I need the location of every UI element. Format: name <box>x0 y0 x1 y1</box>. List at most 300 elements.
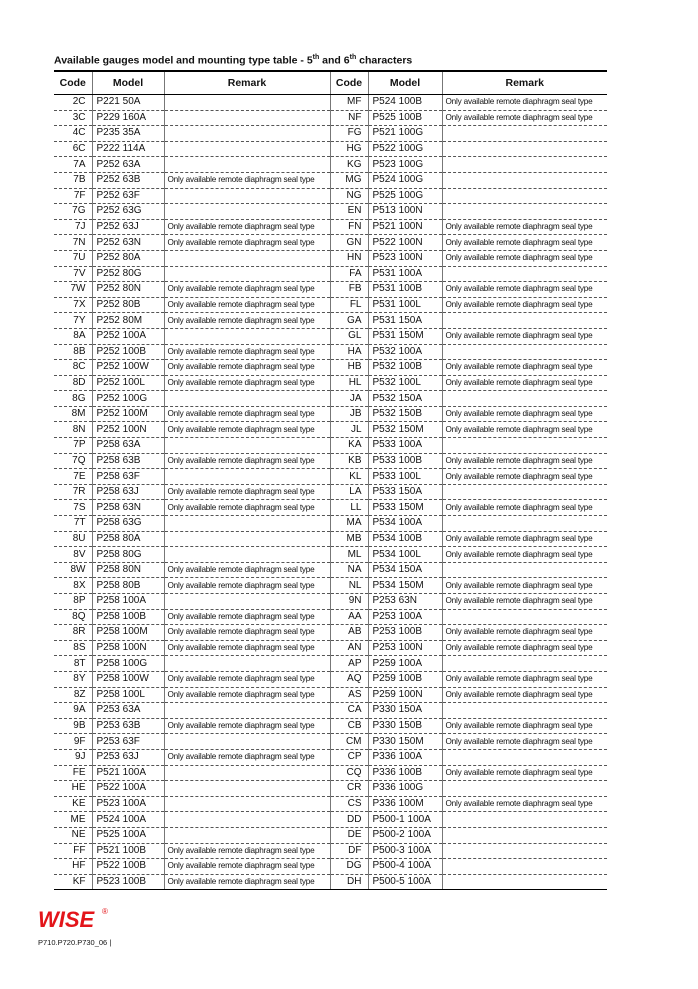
model-cell: P258 80G <box>92 547 164 563</box>
code-cell: FL <box>330 297 368 313</box>
code-cell: 7B <box>54 172 92 188</box>
remark-cell: Only available remote diaphragm seal type <box>164 172 330 188</box>
remark-cell <box>164 126 330 142</box>
remark-cell: Only available remote diaphragm seal type <box>442 219 607 235</box>
remark-cell <box>164 188 330 204</box>
remark-cell: Only available remote diaphragm seal type <box>442 500 607 516</box>
remark-cell: Only available remote diaphragm seal type <box>164 219 330 235</box>
code-cell: 7F <box>54 188 92 204</box>
remark-cell: Only available remote diaphragm seal type <box>164 453 330 469</box>
remark-cell: Only available remote diaphragm seal type <box>164 687 330 703</box>
table-row <box>54 594 607 610</box>
code-cell: 7U <box>54 250 92 266</box>
model-cell: P525 100G <box>368 188 442 204</box>
table-row <box>54 141 607 157</box>
code-cell: 8S <box>54 640 92 656</box>
code-cell: 8W <box>54 562 92 578</box>
remark-cell <box>164 328 330 344</box>
table-row <box>54 671 607 687</box>
code-cell: 7E <box>54 469 92 485</box>
code-cell: CR <box>330 781 368 797</box>
remark-cell <box>164 734 330 750</box>
table-row <box>54 282 607 298</box>
remark-cell <box>164 765 330 781</box>
model-cell: P258 63A <box>92 438 164 454</box>
table-row <box>54 874 607 890</box>
code-cell: GN <box>330 235 368 251</box>
table-row <box>54 235 607 251</box>
remark-cell <box>442 874 607 890</box>
code-cell: NA <box>330 562 368 578</box>
model-cell: P336 100M <box>368 796 442 812</box>
model-cell: P500-1 100A <box>368 812 442 828</box>
model-cell: P252 80G <box>92 266 164 282</box>
code-cell: CM <box>330 734 368 750</box>
model-cell: P534 150M <box>368 578 442 594</box>
table-row <box>54 375 607 391</box>
table-row <box>54 703 607 719</box>
model-cell: P330 150B <box>368 718 442 734</box>
remark-cell: Only available remote diaphragm seal type <box>442 531 607 547</box>
remark-cell: Only available remote diaphragm seal type <box>164 874 330 890</box>
model-cell: P531 100A <box>368 266 442 282</box>
remark-cell: Only available remote diaphragm seal type <box>442 360 607 376</box>
remark-cell <box>442 438 607 454</box>
table-row <box>54 406 607 422</box>
remark-cell: Only available remote diaphragm seal type <box>164 718 330 734</box>
model-cell: P525 100B <box>368 110 442 126</box>
remark-cell <box>442 516 607 532</box>
model-cell: P533 100L <box>368 469 442 485</box>
code-cell: 7J <box>54 219 92 235</box>
table-row <box>54 95 607 111</box>
code-cell: FE <box>54 765 92 781</box>
remark-cell: Only available remote diaphragm seal type <box>164 500 330 516</box>
table-row <box>54 656 607 672</box>
remark-cell: Only available remote diaphragm seal type <box>442 594 607 610</box>
logo-text: WISE <box>38 907 95 931</box>
table-body <box>54 95 607 890</box>
remark-cell <box>442 562 607 578</box>
model-cell: P252 63N <box>92 235 164 251</box>
model-cell: P532 100A <box>368 344 442 360</box>
remark-cell <box>164 110 330 126</box>
model-cell: P532 100L <box>368 375 442 391</box>
model-cell: P252 80A <box>92 250 164 266</box>
code-cell: 7V <box>54 266 92 282</box>
code-cell: HA <box>330 344 368 360</box>
code-cell: FA <box>330 266 368 282</box>
code-cell: CS <box>330 796 368 812</box>
code-cell: CQ <box>330 765 368 781</box>
model-cell: P229 160A <box>92 110 164 126</box>
remark-cell <box>164 391 330 407</box>
model-cell: P253 63J <box>92 749 164 765</box>
document-code: P710.P720.P730_06 | <box>38 938 112 947</box>
code-cell: GL <box>330 328 368 344</box>
model-cell: P524 100A <box>92 812 164 828</box>
table-row <box>54 859 607 875</box>
model-cell: P532 150M <box>368 422 442 438</box>
code-cell: 8G <box>54 391 92 407</box>
remark-cell: Only available remote diaphragm seal type <box>164 484 330 500</box>
table-row <box>54 578 607 594</box>
model-cell: P252 100L <box>92 375 164 391</box>
code-cell: AS <box>330 687 368 703</box>
code-cell: NF <box>330 110 368 126</box>
code-cell: 2C <box>54 95 92 111</box>
model-cell: P522 100G <box>368 141 442 157</box>
code-cell: 8D <box>54 375 92 391</box>
header-code: Code <box>330 71 368 95</box>
remark-cell: Only available remote diaphragm seal type <box>442 671 607 687</box>
table-row <box>54 765 607 781</box>
model-cell: P259 100N <box>368 687 442 703</box>
table-row <box>54 266 607 282</box>
code-cell: 7S <box>54 500 92 516</box>
model-cell: P533 100A <box>368 438 442 454</box>
model-cell: P521 100G <box>368 126 442 142</box>
remark-cell: Only available remote diaphragm seal type <box>164 297 330 313</box>
remark-cell <box>442 609 607 625</box>
table-row <box>54 188 607 204</box>
remark-cell <box>164 469 330 485</box>
table-row <box>54 344 607 360</box>
table-header-row <box>54 71 607 95</box>
model-cell: P252 63J <box>92 219 164 235</box>
code-cell: HB <box>330 360 368 376</box>
model-cell: P258 63B <box>92 453 164 469</box>
table-row <box>54 812 607 828</box>
table-row <box>54 843 607 859</box>
model-cell: P258 80A <box>92 531 164 547</box>
code-cell: 8V <box>54 547 92 563</box>
model-cell: P500-5 100A <box>368 874 442 890</box>
model-cell: P336 100B <box>368 765 442 781</box>
table-row <box>54 609 607 625</box>
remark-cell: Only available remote diaphragm seal type <box>442 734 607 750</box>
model-cell: P252 63B <box>92 172 164 188</box>
remark-cell <box>164 204 330 220</box>
remark-cell: Only available remote diaphragm seal type <box>164 406 330 422</box>
code-cell: 7G <box>54 204 92 220</box>
table-row <box>54 438 607 454</box>
model-cell: P258 100W <box>92 671 164 687</box>
table-row <box>54 749 607 765</box>
table-row <box>54 547 607 563</box>
remark-cell: Only available remote diaphragm seal type <box>164 843 330 859</box>
model-cell: P252 63A <box>92 157 164 173</box>
remark-cell: Only available remote diaphragm seal type <box>164 422 330 438</box>
remark-cell: Only available remote diaphragm seal type <box>164 313 330 329</box>
model-cell: P531 150A <box>368 313 442 329</box>
remark-cell: Only available remote diaphragm seal type <box>442 235 607 251</box>
page-title: Available gauges model and mounting type table - 5th and 6th characters <box>54 54 413 67</box>
remark-cell: Only available remote diaphragm seal type <box>164 282 330 298</box>
model-cell: P336 100A <box>368 749 442 765</box>
table-row <box>54 204 607 220</box>
model-cell: P258 80N <box>92 562 164 578</box>
remark-cell <box>442 313 607 329</box>
remark-cell: Only available remote diaphragm seal type <box>442 375 607 391</box>
model-cell: P252 100B <box>92 344 164 360</box>
remark-cell: Only available remote diaphragm seal type <box>164 859 330 875</box>
model-cell: P252 80M <box>92 313 164 329</box>
model-cell: P221 50A <box>92 95 164 111</box>
code-cell: JA <box>330 391 368 407</box>
code-cell: 7W <box>54 282 92 298</box>
remark-cell <box>442 703 607 719</box>
remark-cell: Only available remote diaphragm seal type <box>442 328 607 344</box>
model-cell: P258 100B <box>92 609 164 625</box>
table-row <box>54 531 607 547</box>
code-cell: 8R <box>54 625 92 641</box>
remark-cell: Only available remote diaphragm seal type <box>442 422 607 438</box>
remark-cell: Only available remote diaphragm seal type <box>442 282 607 298</box>
model-cell: P330 150M <box>368 734 442 750</box>
code-cell: ML <box>330 547 368 563</box>
code-cell: KG <box>330 157 368 173</box>
model-cell: P258 100A <box>92 594 164 610</box>
model-cell: P523 100A <box>92 796 164 812</box>
table-row <box>54 625 607 641</box>
code-cell: 8B <box>54 344 92 360</box>
model-cell: P534 100A <box>368 516 442 532</box>
remark-cell <box>442 749 607 765</box>
code-cell: 6C <box>54 141 92 157</box>
logo-registered-mark: ® <box>102 907 108 916</box>
code-cell: CA <box>330 703 368 719</box>
model-cell: P330 150A <box>368 703 442 719</box>
model-cell: P258 63J <box>92 484 164 500</box>
model-cell: P531 100L <box>368 297 442 313</box>
remark-cell: Only available remote diaphragm seal type <box>442 640 607 656</box>
code-cell: MB <box>330 531 368 547</box>
code-cell: 7A <box>54 157 92 173</box>
model-cell: P521 100B <box>92 843 164 859</box>
table-row <box>54 827 607 843</box>
code-cell: MG <box>330 172 368 188</box>
remark-cell: Only available remote diaphragm seal type <box>442 469 607 485</box>
remark-cell <box>164 141 330 157</box>
model-cell: P513 100N <box>368 204 442 220</box>
code-cell: 8P <box>54 594 92 610</box>
remark-cell: Only available remote diaphragm seal type <box>442 547 607 563</box>
table-row <box>54 734 607 750</box>
remark-cell: Only available remote diaphragm seal type <box>442 250 607 266</box>
remark-cell <box>442 859 607 875</box>
code-cell: 8Z <box>54 687 92 703</box>
model-cell: P523 100B <box>92 874 164 890</box>
model-cell: P259 100A <box>368 656 442 672</box>
code-cell: 7P <box>54 438 92 454</box>
model-cell: P253 63B <box>92 718 164 734</box>
model-cell: P258 100N <box>92 640 164 656</box>
model-cell: P253 63A <box>92 703 164 719</box>
code-cell: AP <box>330 656 368 672</box>
table-row <box>54 500 607 516</box>
model-cell: P522 100N <box>368 235 442 251</box>
code-cell: 8M <box>54 406 92 422</box>
code-cell: KF <box>54 874 92 890</box>
model-cell: P531 150M <box>368 328 442 344</box>
remark-cell: Only available remote diaphragm seal type <box>164 562 330 578</box>
code-cell: AA <box>330 609 368 625</box>
remark-cell: Only available remote diaphragm seal type <box>164 749 330 765</box>
remark-cell <box>164 781 330 797</box>
table-row <box>54 453 607 469</box>
model-cell: P500-2 100A <box>368 827 442 843</box>
code-cell: DF <box>330 843 368 859</box>
gauge-model-table <box>54 70 607 890</box>
code-cell: 7R <box>54 484 92 500</box>
model-cell: P522 100A <box>92 781 164 797</box>
model-cell: P533 100B <box>368 453 442 469</box>
model-cell: P532 150B <box>368 406 442 422</box>
model-cell: P252 100A <box>92 328 164 344</box>
code-cell: FN <box>330 219 368 235</box>
code-cell: KE <box>54 796 92 812</box>
code-cell: FG <box>330 126 368 142</box>
model-cell: P500-3 100A <box>368 843 442 859</box>
remark-cell <box>442 266 607 282</box>
model-cell: P252 100W <box>92 360 164 376</box>
remark-cell <box>164 594 330 610</box>
code-cell: 9F <box>54 734 92 750</box>
header-remark: Remark <box>164 71 330 95</box>
code-cell: AB <box>330 625 368 641</box>
remark-cell <box>164 547 330 563</box>
code-cell: 4C <box>54 126 92 142</box>
table-row <box>54 391 607 407</box>
code-cell: HF <box>54 859 92 875</box>
model-cell: P521 100N <box>368 219 442 235</box>
code-cell: NL <box>330 578 368 594</box>
model-cell: P258 63G <box>92 516 164 532</box>
remark-cell <box>164 703 330 719</box>
table-row <box>54 687 607 703</box>
model-cell: P532 150A <box>368 391 442 407</box>
remark-cell: Only available remote diaphragm seal type <box>442 578 607 594</box>
code-cell: DG <box>330 859 368 875</box>
remark-cell <box>164 250 330 266</box>
remark-cell: Only available remote diaphragm seal type <box>164 375 330 391</box>
remark-cell <box>164 656 330 672</box>
model-cell: P524 100G <box>368 172 442 188</box>
table-row <box>54 328 607 344</box>
remark-cell <box>164 516 330 532</box>
code-cell: KB <box>330 453 368 469</box>
remark-cell: Only available remote diaphragm seal type <box>442 95 607 111</box>
table-row <box>54 422 607 438</box>
code-cell: NG <box>330 188 368 204</box>
header-remark: Remark <box>442 71 607 95</box>
model-cell: P258 100G <box>92 656 164 672</box>
table-row <box>54 297 607 313</box>
model-cell: P522 100B <box>92 859 164 875</box>
model-cell: P253 100A <box>368 609 442 625</box>
remark-cell <box>442 157 607 173</box>
table-row <box>54 250 607 266</box>
model-cell: P253 63N <box>368 594 442 610</box>
table-row <box>54 484 607 500</box>
table-row <box>54 718 607 734</box>
code-cell: GA <box>330 313 368 329</box>
remark-cell: Only available remote diaphragm seal type <box>442 297 607 313</box>
model-cell: P525 100A <box>92 827 164 843</box>
code-cell: JB <box>330 406 368 422</box>
code-cell: CB <box>330 718 368 734</box>
code-cell: LA <box>330 484 368 500</box>
model-cell: P336 100G <box>368 781 442 797</box>
remark-cell <box>442 812 607 828</box>
code-cell: 7Y <box>54 313 92 329</box>
model-cell: P523 100G <box>368 157 442 173</box>
code-cell: 3C <box>54 110 92 126</box>
model-cell: P523 100N <box>368 250 442 266</box>
code-cell: 8T <box>54 656 92 672</box>
table-row <box>54 110 607 126</box>
code-cell: DH <box>330 874 368 890</box>
model-cell: P532 100B <box>368 360 442 376</box>
remark-cell <box>442 344 607 360</box>
remark-cell: Only available remote diaphragm seal type <box>442 110 607 126</box>
header-model: Model <box>368 71 442 95</box>
remark-cell <box>442 188 607 204</box>
remark-cell: Only available remote diaphragm seal type <box>164 344 330 360</box>
model-cell: P252 100N <box>92 422 164 438</box>
remark-cell: Only available remote diaphragm seal type <box>442 625 607 641</box>
remark-cell: Only available remote diaphragm seal type <box>442 453 607 469</box>
model-cell: P500-4 100A <box>368 859 442 875</box>
model-cell: P222 114A <box>92 141 164 157</box>
code-cell: FB <box>330 282 368 298</box>
code-cell: 7T <box>54 516 92 532</box>
code-cell: KL <box>330 469 368 485</box>
table-row <box>54 360 607 376</box>
remark-cell: Only available remote diaphragm seal type <box>164 609 330 625</box>
code-cell: HN <box>330 250 368 266</box>
code-cell: ME <box>54 812 92 828</box>
code-cell: HL <box>330 375 368 391</box>
remark-cell: Only available remote diaphragm seal type <box>442 718 607 734</box>
remark-cell: Only available remote diaphragm seal type <box>164 235 330 251</box>
wise-logo <box>36 905 116 931</box>
model-cell: P524 100B <box>368 95 442 111</box>
table-row <box>54 796 607 812</box>
remark-cell <box>164 95 330 111</box>
remark-cell <box>164 438 330 454</box>
table-row <box>54 516 607 532</box>
code-cell: JL <box>330 422 368 438</box>
model-cell: P253 100B <box>368 625 442 641</box>
model-cell: P258 100M <box>92 625 164 641</box>
code-cell: DE <box>330 827 368 843</box>
code-cell: 7X <box>54 297 92 313</box>
header-model: Model <box>92 71 164 95</box>
model-cell: P259 100B <box>368 671 442 687</box>
code-cell: 9J <box>54 749 92 765</box>
remark-cell: Only available remote diaphragm seal type <box>164 625 330 641</box>
remark-cell <box>442 827 607 843</box>
model-cell: P521 100A <box>92 765 164 781</box>
code-cell: 8A <box>54 328 92 344</box>
remark-cell <box>442 484 607 500</box>
model-cell: P252 100G <box>92 391 164 407</box>
table-row <box>54 172 607 188</box>
remark-cell <box>442 781 607 797</box>
code-cell: HE <box>54 781 92 797</box>
